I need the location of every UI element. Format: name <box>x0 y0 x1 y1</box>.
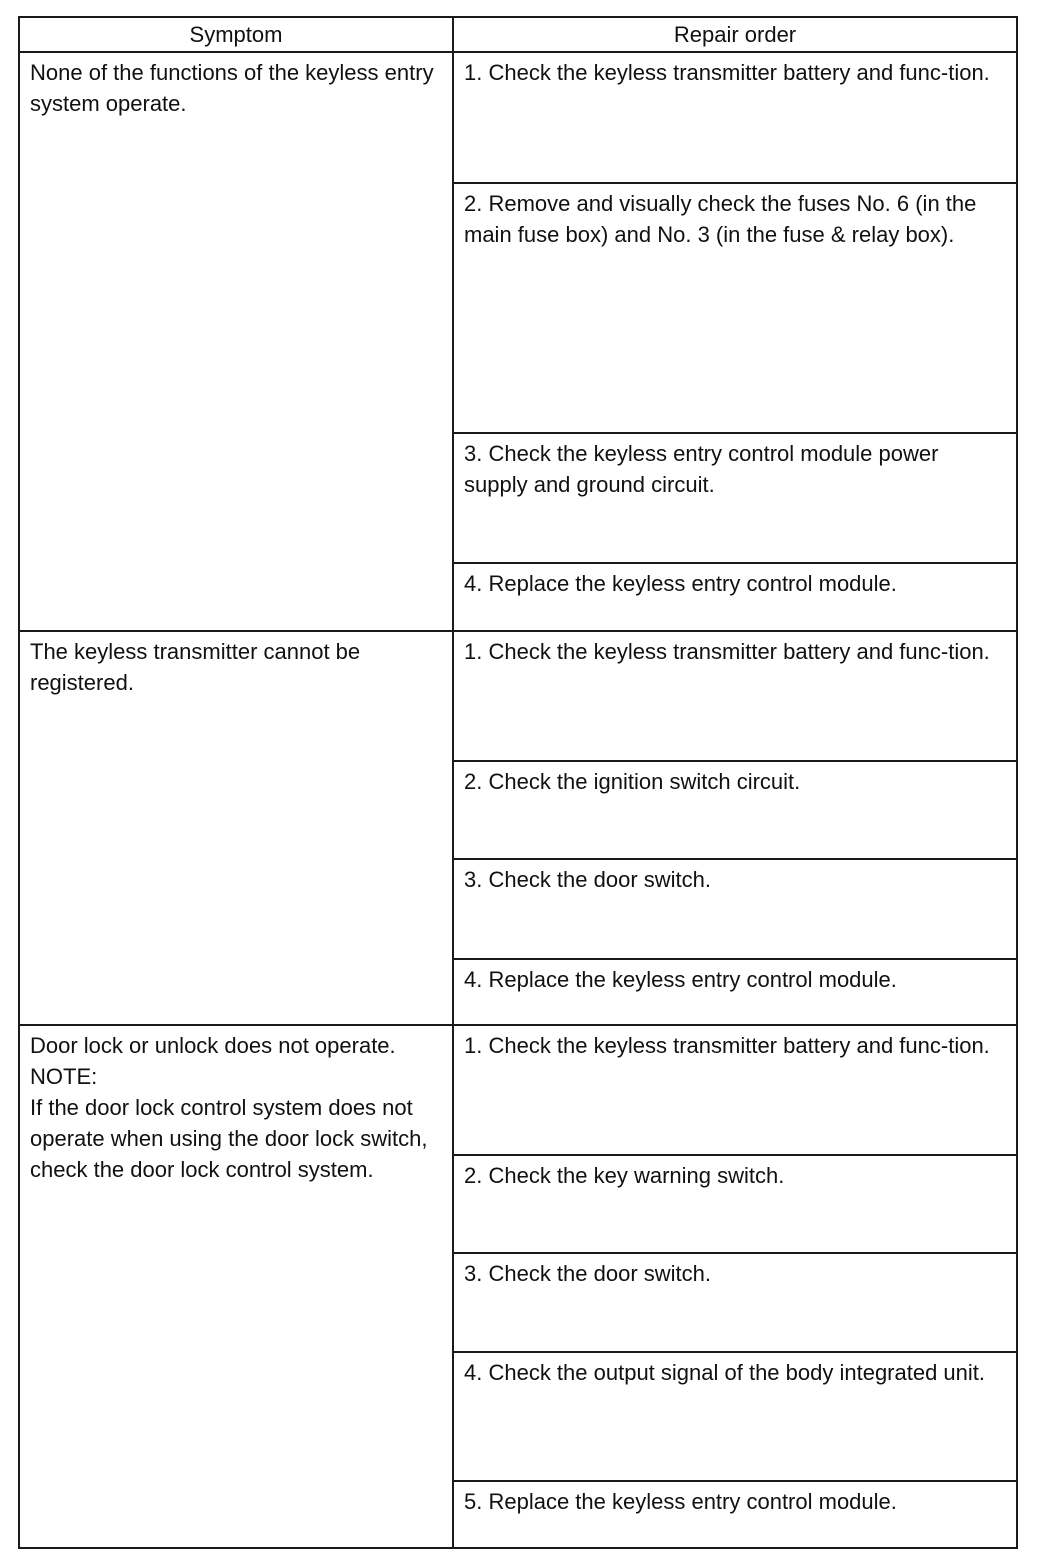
repair-step-text: 2. Remove and visually check the fuses No. 6 (in the main fuse box) and No. 3 (in the fuse & relay box). <box>464 191 977 247</box>
symptom-group-1 <box>20 53 1016 632</box>
symptom-cell <box>30 1030 445 1185</box>
repair-step <box>454 1482 1016 1547</box>
repair-step-text: 4. Replace the keyless entry control module. <box>464 967 897 992</box>
repair-step-text: 5. Replace the keyless entry control module. <box>464 1489 897 1514</box>
header-symptom: Symptom <box>189 22 283 47</box>
repair-step <box>454 860 1016 960</box>
table-header-row <box>20 18 1016 53</box>
repair-step-text: 1. Check the keyless transmitter battery and func-tion. <box>464 60 990 85</box>
repair-step <box>454 1026 1016 1156</box>
repair-step-text: 2. Check the key warning switch. <box>464 1163 785 1188</box>
note-label: NOTE: <box>30 1064 98 1089</box>
repair-step <box>454 53 1016 184</box>
symptom-text: The keyless transmitter cannot be registered. <box>30 639 361 695</box>
repair-step <box>454 1353 1016 1482</box>
repair-step <box>454 762 1016 860</box>
repair-step <box>454 1156 1016 1254</box>
symptom-text: Door lock or unlock does not operate. <box>30 1033 396 1058</box>
repair-step-text: 2. Check the ignition switch circuit. <box>464 769 801 794</box>
note-text: If the door lock control system does not operate when using the door lock switch, check the door lock control system. <box>30 1095 428 1182</box>
repair-step-text: 3. Check the door switch. <box>464 1261 712 1286</box>
symptom-group-2 <box>20 632 1016 1026</box>
repair-step <box>454 434 1016 564</box>
header-repair-order: Repair order <box>673 22 797 47</box>
repair-step <box>454 564 1016 630</box>
repair-step <box>454 632 1016 762</box>
symptom-text: None of the functions of the keyless entry system operate. <box>30 60 434 116</box>
repair-step <box>454 184 1016 434</box>
repair-step <box>454 1254 1016 1353</box>
repair-step-text: 4. Check the output signal of the body integrated unit. <box>464 1360 986 1385</box>
symptom-group-3 <box>20 1026 1016 1547</box>
repair-step-text: 3. Check the keyless entry control module power supply and ground circuit. <box>464 441 939 497</box>
repair-step-text: 1. Check the keyless transmitter battery and func-tion. <box>464 1033 990 1058</box>
repair-step-text: 3. Check the door switch. <box>464 867 712 892</box>
repair-step-text: 1. Check the keyless transmitter battery and func-tion. <box>464 639 990 664</box>
repair-step <box>454 960 1016 1024</box>
repair-table <box>18 16 1018 1549</box>
repair-step-text: 4. Replace the keyless entry control module. <box>464 571 897 596</box>
